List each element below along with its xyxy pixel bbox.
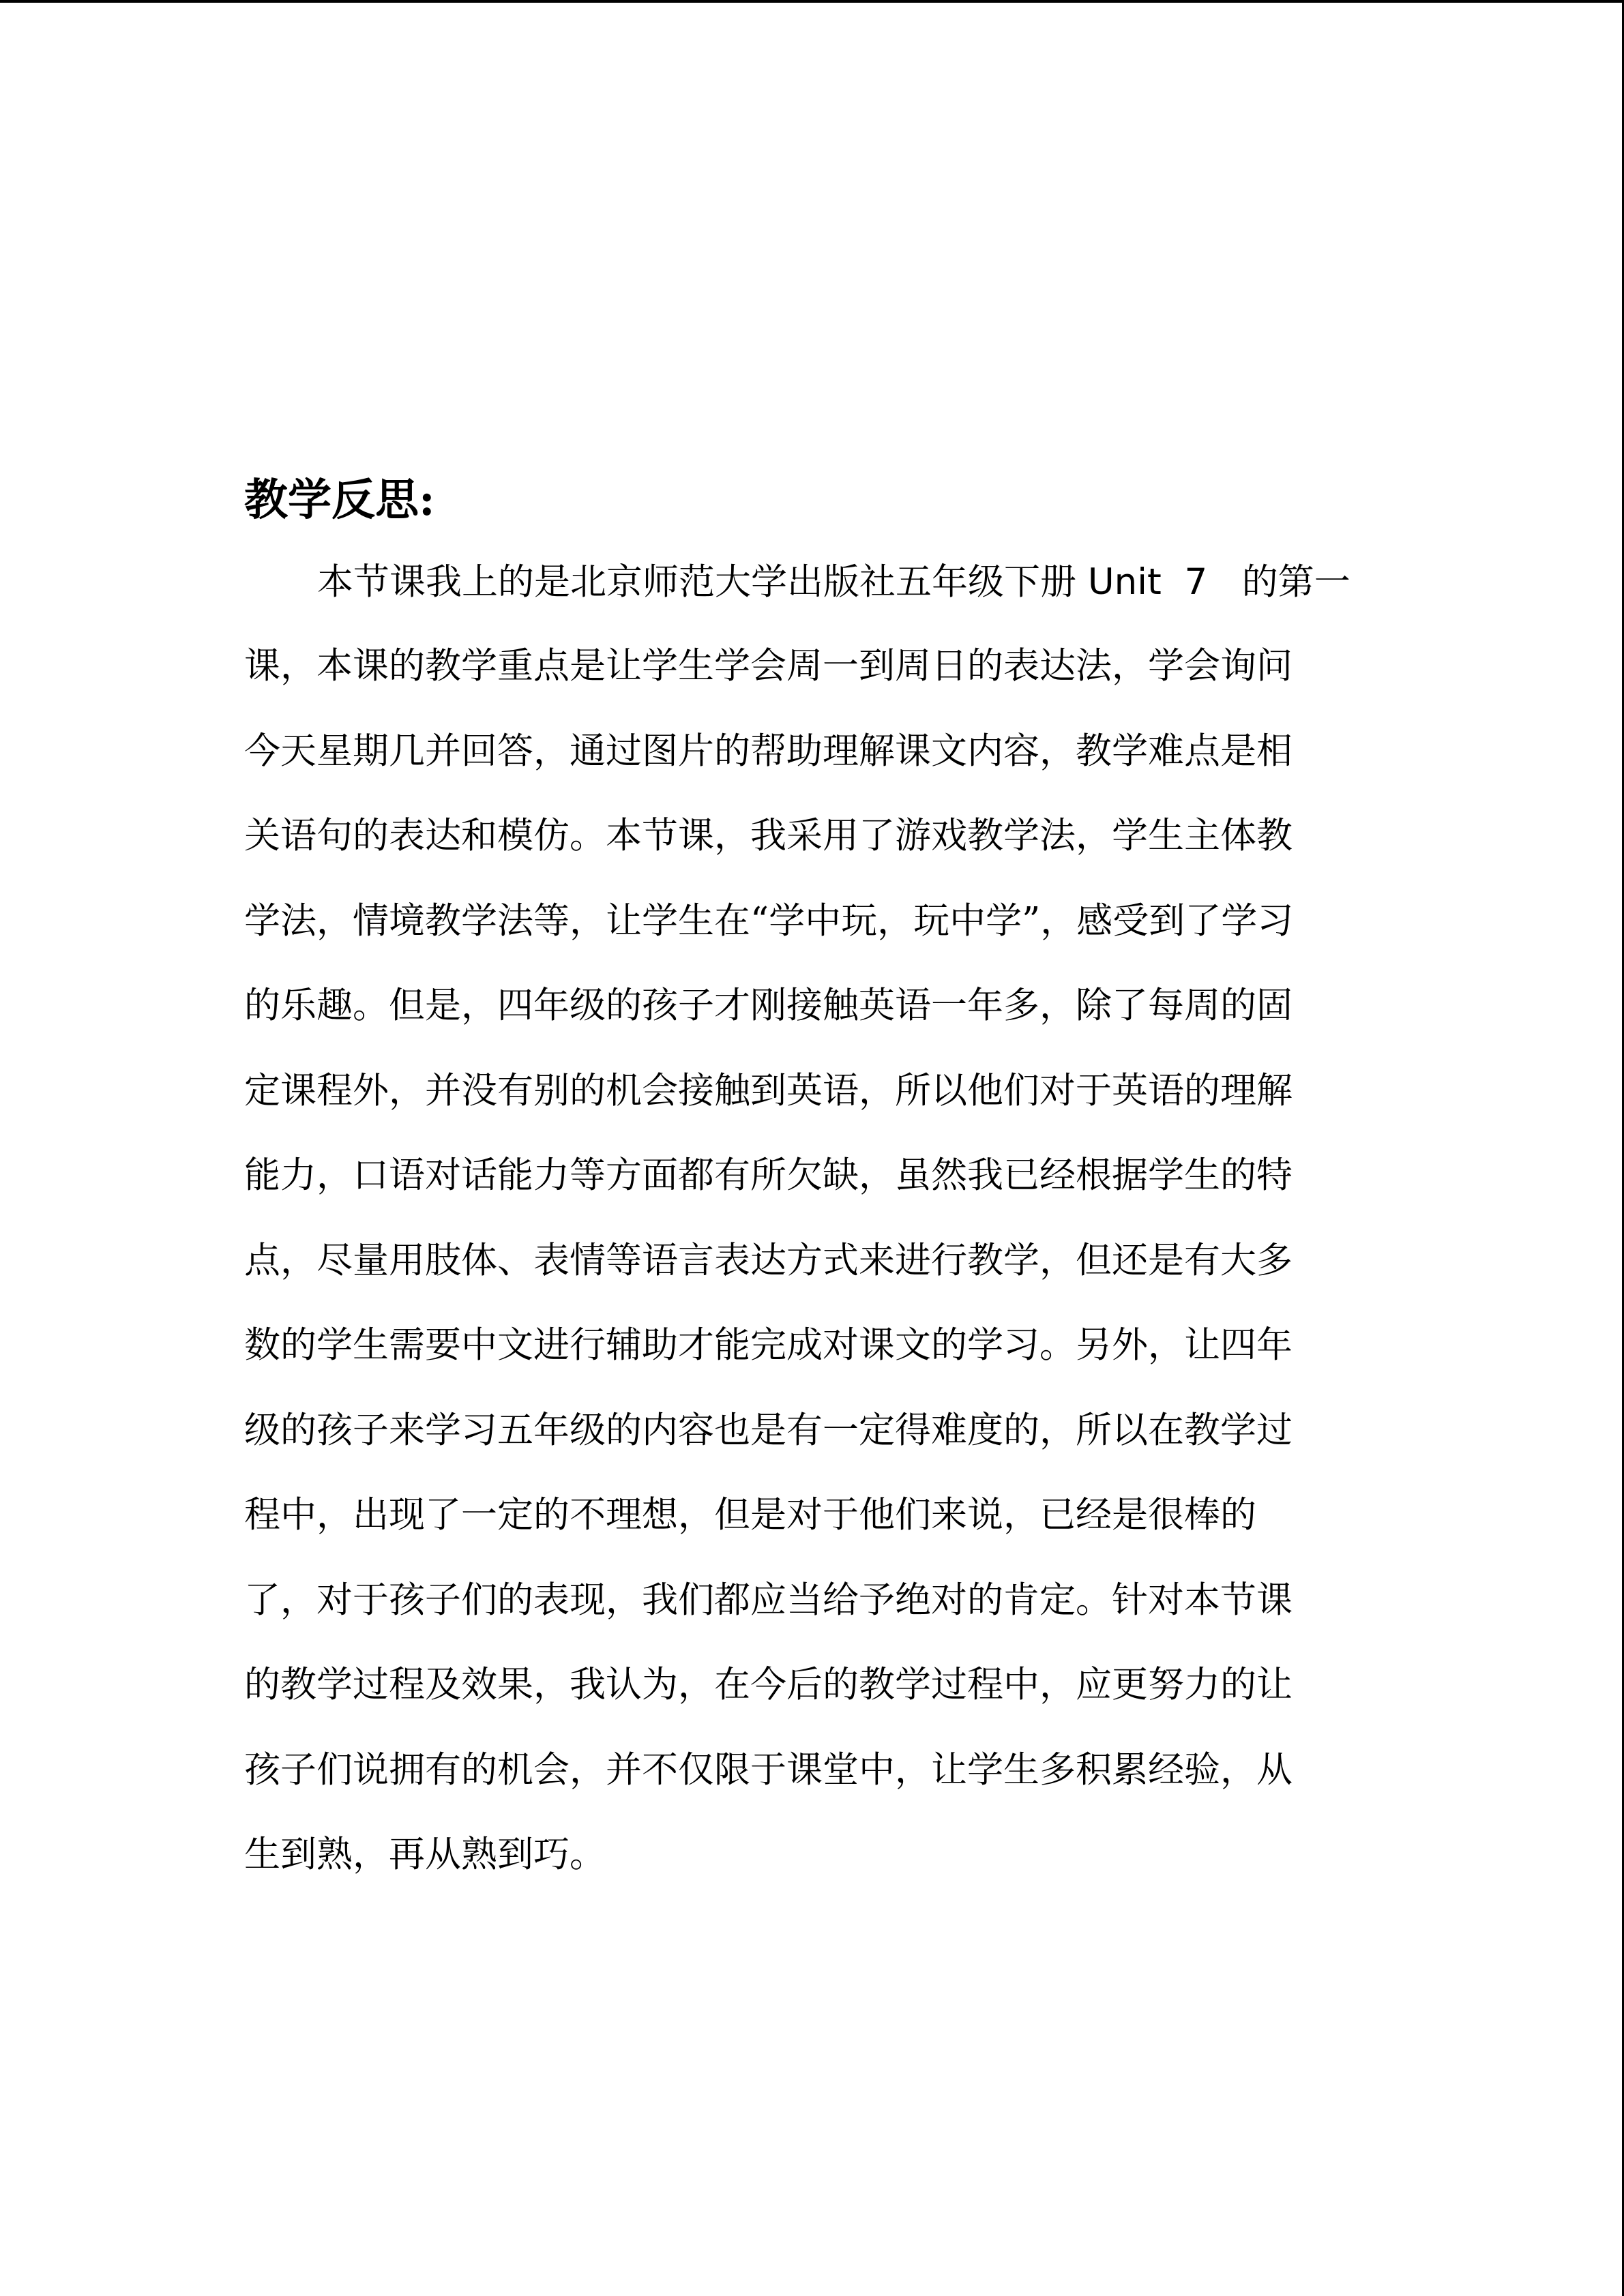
- paragraph-line: 的教学过程及效果，我认为，在今后的教学过程中，应更努力的让: [244, 1664, 1293, 1705]
- paragraph-line: 孩子们说拥有的机会，并不仅限于课堂中，让学生多积累经验，从: [244, 1749, 1293, 1791]
- unit-label: Unit 7: [1087, 561, 1208, 603]
- line-tail: 的第一: [1241, 561, 1350, 603]
- paragraph-line: 数的学生需要中文进行辅助才能完成对课文的学习。另外，让四年: [244, 1324, 1293, 1366]
- paragraph-line: 课，本课的教学重点是让学生学会周一到周日的表达法，学会询问: [244, 645, 1293, 687]
- paragraph-line: 关语句的表达和模仿。本节课，我采用了游戏教学法，学生主体教: [244, 815, 1293, 856]
- line-text: 本节课我上的是北京师范大学出版社五年级下册: [317, 561, 1076, 603]
- section-heading: 教学反思:: [244, 475, 435, 526]
- paragraph-line: 级的孩子来学习五年级的内容也是有一定得难度的，所以在教学过: [244, 1410, 1293, 1451]
- paragraph-line: 的乐趣。但是，四年级的孩子才刚接触英语一年多，除了每周的固: [244, 985, 1293, 1026]
- paragraph-line: 了，对于孩子们的表现，我们都应当给予绝对的肯定。针对本节课: [244, 1579, 1293, 1621]
- paragraph-line: 今天星期几并回答，通过图片的帮助理解课文内容，教学难点是相: [244, 730, 1293, 772]
- paragraph-line: [317, 555, 1350, 610]
- paragraph-line: 能力，口语对话能力等方面都有所欠缺，虽然我已经根据学生的特: [244, 1154, 1293, 1196]
- paragraph-line: 学法，情境教学法等，让学生在“学中玩，玩中学”，感受到了学习: [244, 900, 1294, 942]
- paragraph-line: 点，尽量用肢体、表情等语言表达方式来进行教学，但还是有大多: [244, 1240, 1293, 1281]
- paragraph-line: 生到熟，再从熟到巧。: [244, 1834, 606, 1875]
- paragraph-line: 定课程外，并没有别的机会接触到英语，所以他们对于英语的理解: [244, 1070, 1293, 1112]
- paragraph-line: 程中，出现了一定的不理想，但是对于他们来说，已经是很棒的: [244, 1494, 1256, 1536]
